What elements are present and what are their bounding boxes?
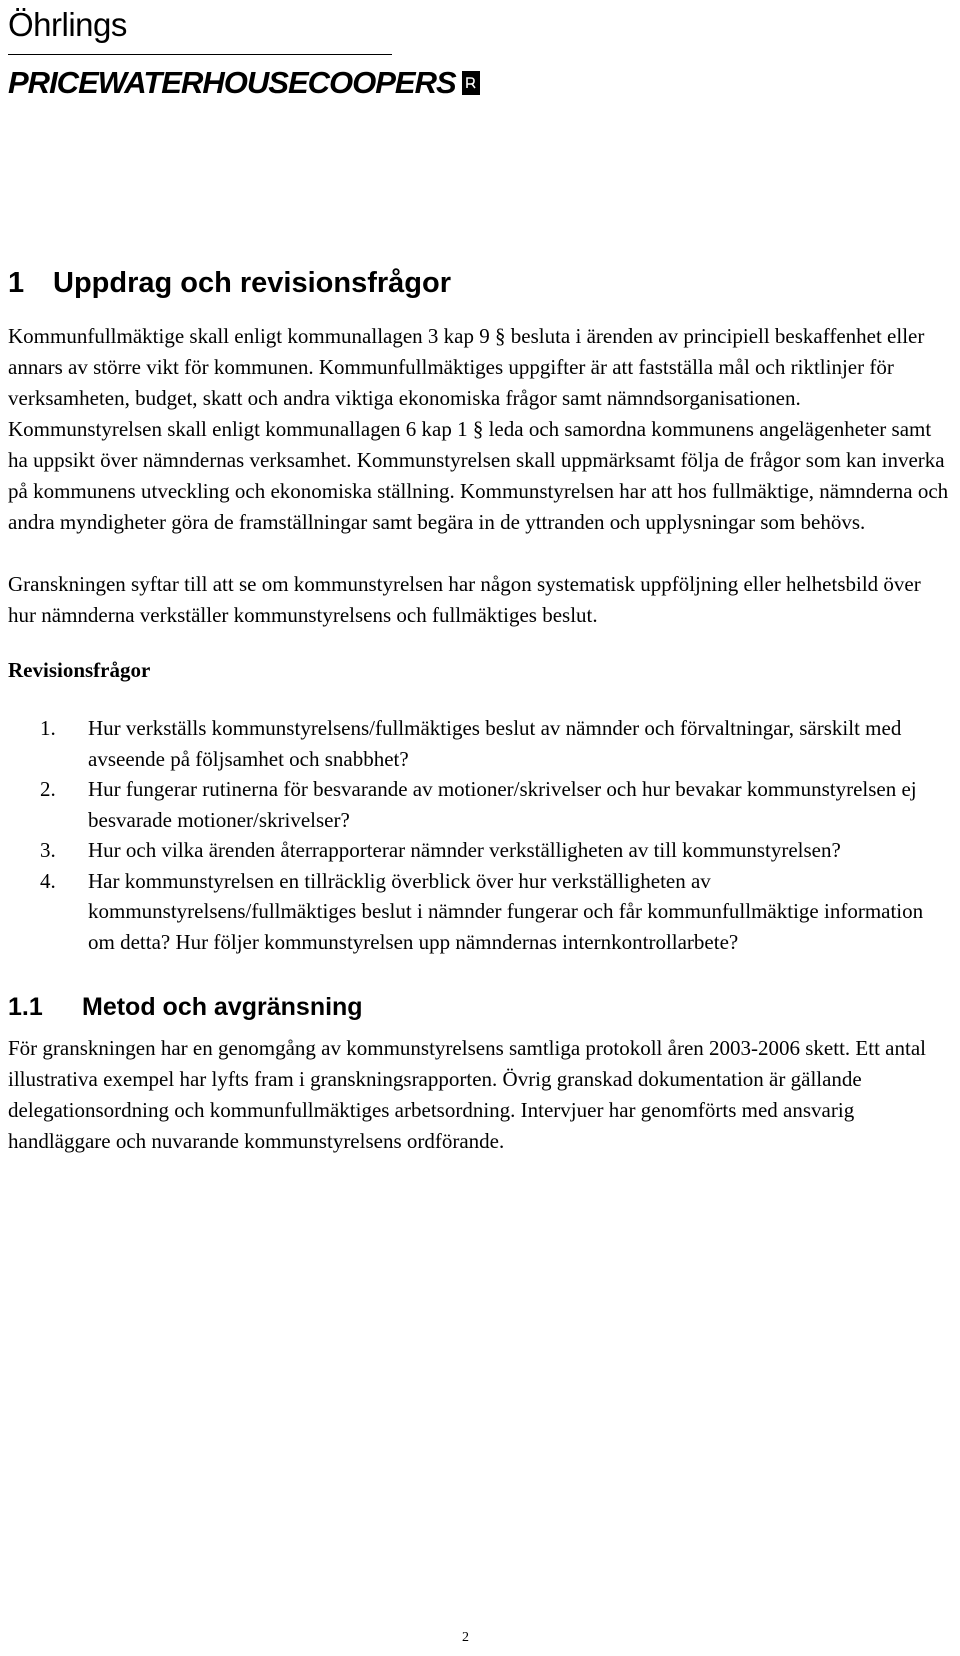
page-number: 2 bbox=[462, 1630, 469, 1645]
brand-name: Öhrlings bbox=[8, 6, 127, 43]
section-heading bbox=[8, 265, 953, 301]
pwc-mark-icon bbox=[462, 71, 480, 95]
list-item bbox=[8, 774, 953, 835]
brand-logo-text: PRICEWATERHOUSECOOPERS bbox=[8, 65, 456, 100]
questions-heading: Revisionsfrågor bbox=[8, 658, 151, 682]
pwc-mark-glyph bbox=[464, 75, 478, 91]
list-item bbox=[8, 835, 953, 866]
brand-divider bbox=[8, 54, 392, 55]
question-text: Hur verkställs kommunstyrelsens/fullmäktiges beslut av nämnder och förvaltningar, särskilt med avseende på följsamhet och snabbhet? bbox=[88, 716, 902, 771]
section-title: Uppdrag och revisionsfrågor bbox=[53, 267, 452, 299]
purpose-paragraph: Granskningen syftar till att se om kommunstyrelsen har någon systematisk uppföljning eller helhetsbild över hur nämnderna verkställer kommunstyrelsens och fullmäktiges beslut. bbox=[8, 572, 921, 627]
question-text: Har kommunstyrelsen en tillräcklig överblick över hur verkställigheten av kommunstyrelsens/fullmäktiges beslut i nämnder fungerar och får kommunfullmäktige information om detta? Hur följer kommunstyrelsen upp nämndernas internkontrollarbete? bbox=[88, 868, 924, 954]
question-number: 4. bbox=[40, 868, 56, 893]
question-text: Hur fungerar rutinerna för besvarande av motioner/skrivelser och hur bevakar kommunstyrelsen ej besvarade motioner/skrivelser? bbox=[88, 777, 917, 832]
question-text: Hur och vilka ärenden återrapporterar nämnder verkställigheten av till kommunstyrelsen? bbox=[88, 838, 841, 862]
question-number: 3. bbox=[40, 838, 56, 862]
brand-header bbox=[8, 4, 456, 105]
document-body bbox=[8, 265, 953, 1188]
question-number: 1. bbox=[40, 716, 56, 740]
list-item bbox=[8, 713, 953, 774]
method-paragraph: För granskningen har en genomgång av kommunstyrelsens samtliga protokoll åren 2003-2006 skett. Ett antal illustrativa exempel har lyfts fram i granskningsrapporten. Övrig granskad dokumentation är gällande delegationsordning och kommunfullmäktiges arbetsordning. Intervjuer har genomförts med ansvarig handläggare och nuvarande kommunstyrelsens ordförande. bbox=[8, 1036, 926, 1153]
intro-paragraph: Kommunfullmäktige skall enligt kommunallagen 3 kap 9 § besluta i ärenden av principiell beskaffenhet eller annars av större vikt för kommunen. Kommunfullmäktiges uppgifter är att fastställa mål och riktlinjer för verksamheten, budget, skatt och andra viktiga ekonomiska frågor samt nämndsorganisationen. Kommunstyrelsen skall enligt kommunallagen 6 kap 1 § leda och samordna kommunens angelägenheter samt ha uppsikt över nämndernas verksamhet. Kommunstyrelsen skall uppmärksamt följa de frågor som kan inverka på kommunens utveckling och ekonomiska ställning. Kommunstyrelsen har att hos fullmäktige, nämnderna och andra myndigheter göra de framställningar samt begära in de yttranden och upplysningar som behövs. bbox=[8, 324, 949, 534]
brand-logo bbox=[8, 61, 456, 105]
subsection-number: 1.1 bbox=[8, 993, 43, 1021]
questions-list bbox=[8, 713, 953, 957]
subsection-heading bbox=[8, 991, 953, 1023]
question-number: 2. bbox=[40, 777, 56, 801]
subsection-title: Metod och avgränsning bbox=[82, 993, 363, 1021]
list-item bbox=[8, 866, 953, 958]
section-number: 1 bbox=[8, 267, 25, 299]
